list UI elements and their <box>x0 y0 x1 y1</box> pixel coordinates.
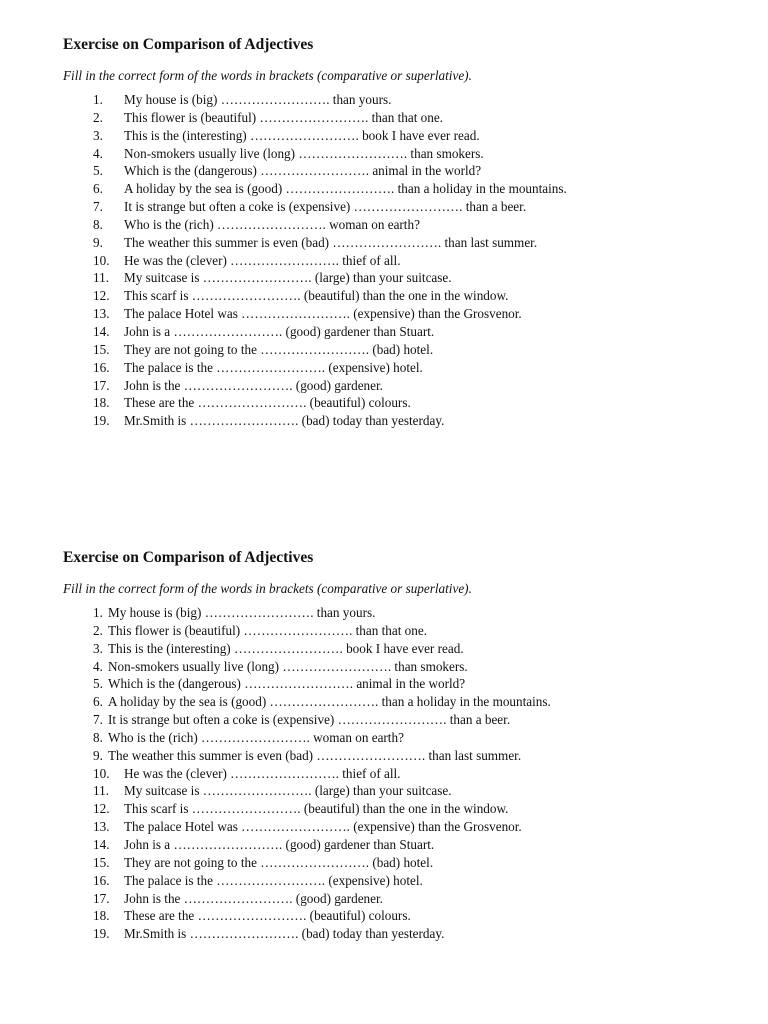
item-text: This flower is (beautiful) ……………………. than that one. <box>124 109 444 125</box>
item-number: 8. <box>93 216 103 232</box>
item-text: My suitcase is ……………………. (large) than your suitcase. <box>124 783 452 799</box>
item-text: Who is the (rich) ……………………. woman on earth? <box>108 729 404 745</box>
item-text: They are not going to the ……………………. (bad) hotel. <box>124 341 434 357</box>
item-text: My house is (big) ……………………. than yours. <box>108 605 376 620</box>
item-text: The palace is the ……………………. (expensive) hotel. <box>124 359 423 375</box>
item-number: 6. <box>93 181 103 197</box>
item-number: 9. <box>93 234 103 250</box>
item-text: Mr.Smith is ……………………. (bad) today than yesterday. <box>124 926 445 942</box>
item-number: 5. <box>93 676 103 692</box>
exercise-instruction: Fill in the correct form of the words in brackets (comparative or superlative). <box>63 68 472 83</box>
item-number: 13. <box>93 819 110 835</box>
item-text: These are the ……………………. (beautiful) colours. <box>124 908 411 924</box>
item-text: John is the ……………………. (good) gardener. <box>124 890 383 906</box>
item-number: 11. <box>93 270 109 286</box>
item-number: 11. <box>93 783 109 799</box>
item-text: This flower is (beautiful) ……………………. than that one. <box>108 622 428 638</box>
item-text: He was the (clever) ……………………. thief of all. <box>124 765 401 781</box>
item-text: This scarf is ……………………. (beautiful) than the one in the window. <box>124 801 509 817</box>
item-number: 7. <box>93 712 103 728</box>
item-number: 15. <box>93 854 110 870</box>
item-text: My house is (big) ……………………. than yours. <box>124 92 392 107</box>
item-text: Which is the (dangerous) ……………………. animal in the world? <box>124 163 482 179</box>
item-number: 6. <box>93 694 103 710</box>
item-number: 13. <box>93 306 110 322</box>
item-number: 10. <box>93 252 110 268</box>
item-text: It is strange but often a coke is (expensive) ……………………. than a beer. <box>108 712 511 728</box>
item-number: 18. <box>93 908 110 924</box>
item-number: 16. <box>93 359 110 375</box>
item-text: This is the (interesting) ……………………. book I have ever read. <box>124 127 480 143</box>
item-text: These are the ……………………. (beautiful) colours. <box>124 395 411 411</box>
item-number: 3. <box>93 127 103 143</box>
item-text: Non-smokers usually live (long) ……………………. than smokers. <box>108 658 468 674</box>
exercise-instruction: Fill in the correct form of the words in brackets (comparative or superlative). <box>63 581 472 596</box>
item-number: 15. <box>93 341 110 357</box>
item-number: 18. <box>93 395 110 411</box>
item-text: The palace Hotel was ……………………. (expensive) than the Grosvenor. <box>124 306 522 322</box>
item-text: It is strange but often a coke is (expensive) ……………………. than a beer. <box>124 199 527 215</box>
item-text: Which is the (dangerous) ……………………. animal in the world? <box>108 676 466 692</box>
item-number: 2. <box>93 109 103 125</box>
item-text: A holiday by the sea is (good) ……………………. than a holiday in the mountains. <box>124 181 567 197</box>
item-number: 9. <box>93 747 103 763</box>
item-number: 16. <box>93 872 110 888</box>
item-text: John is a ……………………. (good) gardener than Stuart. <box>124 836 435 852</box>
item-number: 5. <box>93 163 103 179</box>
item-text: The palace Hotel was ……………………. (expensive) than the Grosvenor. <box>124 819 522 835</box>
item-number: 3. <box>93 640 103 656</box>
item-number: 4. <box>93 145 103 161</box>
item-number: 10. <box>93 765 110 781</box>
item-text: They are not going to the ……………………. (bad) hotel. <box>124 854 434 870</box>
item-number: 14. <box>93 836 110 852</box>
item-number: 17. <box>93 377 110 393</box>
item-text: John is a ……………………. (good) gardener than Stuart. <box>124 323 435 339</box>
exercise-title: Exercise on Comparison of Adjectives <box>63 549 314 566</box>
item-text: The weather this summer is even (bad) ……………………. than last summer. <box>108 747 522 763</box>
item-text: He was the (clever) ……………………. thief of all. <box>124 252 401 268</box>
item-number: 2. <box>93 622 103 638</box>
item-text: Who is the (rich) ……………………. woman on earth? <box>124 216 420 232</box>
item-number: 19. <box>93 413 110 429</box>
item-text: Mr.Smith is ……………………. (bad) today than yesterday. <box>124 413 445 429</box>
item-number: 17. <box>93 890 110 906</box>
item-text: My suitcase is ……………………. (large) than your suitcase. <box>124 270 452 286</box>
item-text: The palace is the ……………………. (expensive) hotel. <box>124 872 423 888</box>
item-text: The weather this summer is even (bad) ……………………. than last summer. <box>124 234 538 250</box>
item-number: 19. <box>93 926 110 942</box>
item-text: John is the ……………………. (good) gardener. <box>124 377 383 393</box>
item-number: 12. <box>93 801 110 817</box>
item-number: 7. <box>93 199 103 215</box>
exercise-title: Exercise on Comparison of Adjectives <box>63 36 314 53</box>
item-number: 1. <box>93 92 103 107</box>
item-number: 12. <box>93 288 110 304</box>
item-number: 4. <box>93 658 103 674</box>
item-text: This scarf is ……………………. (beautiful) than the one in the window. <box>124 288 509 304</box>
item-number: 14. <box>93 323 110 339</box>
item-number: 1. <box>93 605 103 620</box>
item-text: Non-smokers usually live (long) ……………………. than smokers. <box>124 145 484 161</box>
item-text: A holiday by the sea is (good) ……………………. than a holiday in the mountains. <box>108 694 551 710</box>
item-text: This is the (interesting) ……………………. book I have ever read. <box>108 640 464 656</box>
item-number: 8. <box>93 729 103 745</box>
